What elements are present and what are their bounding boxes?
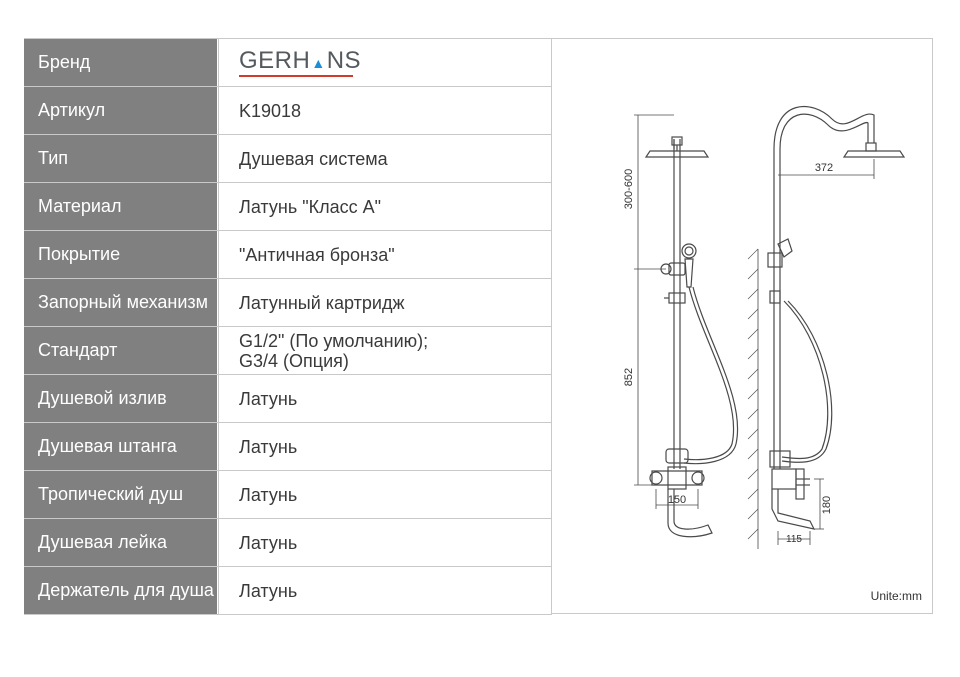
spec-label: Артикул: [24, 87, 218, 134]
spec-row-standard: [24, 327, 552, 375]
spec-label: Запорный механизм: [24, 279, 218, 326]
spec-label: Бренд: [24, 39, 218, 86]
logo-underline: [239, 75, 353, 77]
spec-value: [218, 39, 552, 86]
spec-row-coating: [24, 231, 552, 279]
spec-label: Держатель для душа: [24, 567, 218, 614]
unit-label: Unite:mm: [870, 589, 922, 603]
spec-value: Латунь: [218, 519, 552, 566]
spec-label: Душевой излив: [24, 375, 218, 422]
spec-label: Душевая штанга: [24, 423, 218, 470]
spec-value: Латунь: [218, 567, 552, 614]
brand-logo: [239, 46, 362, 77]
dim-side-height: 180: [821, 495, 833, 515]
spec-value: Латунь: [218, 375, 552, 422]
spec-value: [218, 327, 552, 374]
water-drop-icon: ▲: [311, 54, 326, 71]
dim-height-adjust: 300-600: [623, 168, 635, 210]
shower-system-drawing: [552, 39, 932, 613]
spec-row-hand-shower: [24, 519, 552, 567]
spec-value: Латунный картридж: [218, 279, 552, 326]
logo-text-left: GERH: [239, 46, 311, 74]
spec-label: Стандарт: [24, 327, 218, 374]
technical-drawing: [551, 38, 933, 614]
spec-label: Душевая лейка: [24, 519, 218, 566]
logo-text-right: NS: [326, 46, 362, 74]
dim-arm-length: 372: [814, 162, 834, 174]
spec-label: Покрытие: [24, 231, 218, 278]
spec-row-bar: [24, 423, 552, 471]
dim-bar-height: 852: [623, 367, 635, 387]
spec-row-rain-shower: [24, 471, 552, 519]
spec-value: Латунь: [218, 471, 552, 518]
spec-value: Латунь: [218, 423, 552, 470]
spec-value-line: G1/2" (По умолчанию);: [239, 330, 429, 351]
spec-value-line: G3/4 (Опция): [239, 350, 349, 371]
dim-spout-front: 150: [667, 494, 687, 506]
spec-row-material: [24, 183, 552, 231]
spec-value: Латунь "Класс A": [218, 183, 552, 230]
spec-label: Тип: [24, 135, 218, 182]
spec-row-valve: [24, 279, 552, 327]
spec-row-spout: [24, 375, 552, 423]
spec-label: Материал: [24, 183, 218, 230]
dim-spout-side: 115: [786, 534, 802, 545]
spec-table: [24, 38, 552, 615]
spec-row-holder: [24, 567, 552, 615]
spec-label: Тропический душ: [24, 471, 218, 518]
spec-value: Душевая система: [218, 135, 552, 182]
spec-row-type: [24, 135, 552, 183]
spec-row-article: [24, 87, 552, 135]
spec-value: K19018: [218, 87, 552, 134]
spec-row-brand: [24, 39, 552, 87]
spec-value: "Античная бронза": [218, 231, 552, 278]
